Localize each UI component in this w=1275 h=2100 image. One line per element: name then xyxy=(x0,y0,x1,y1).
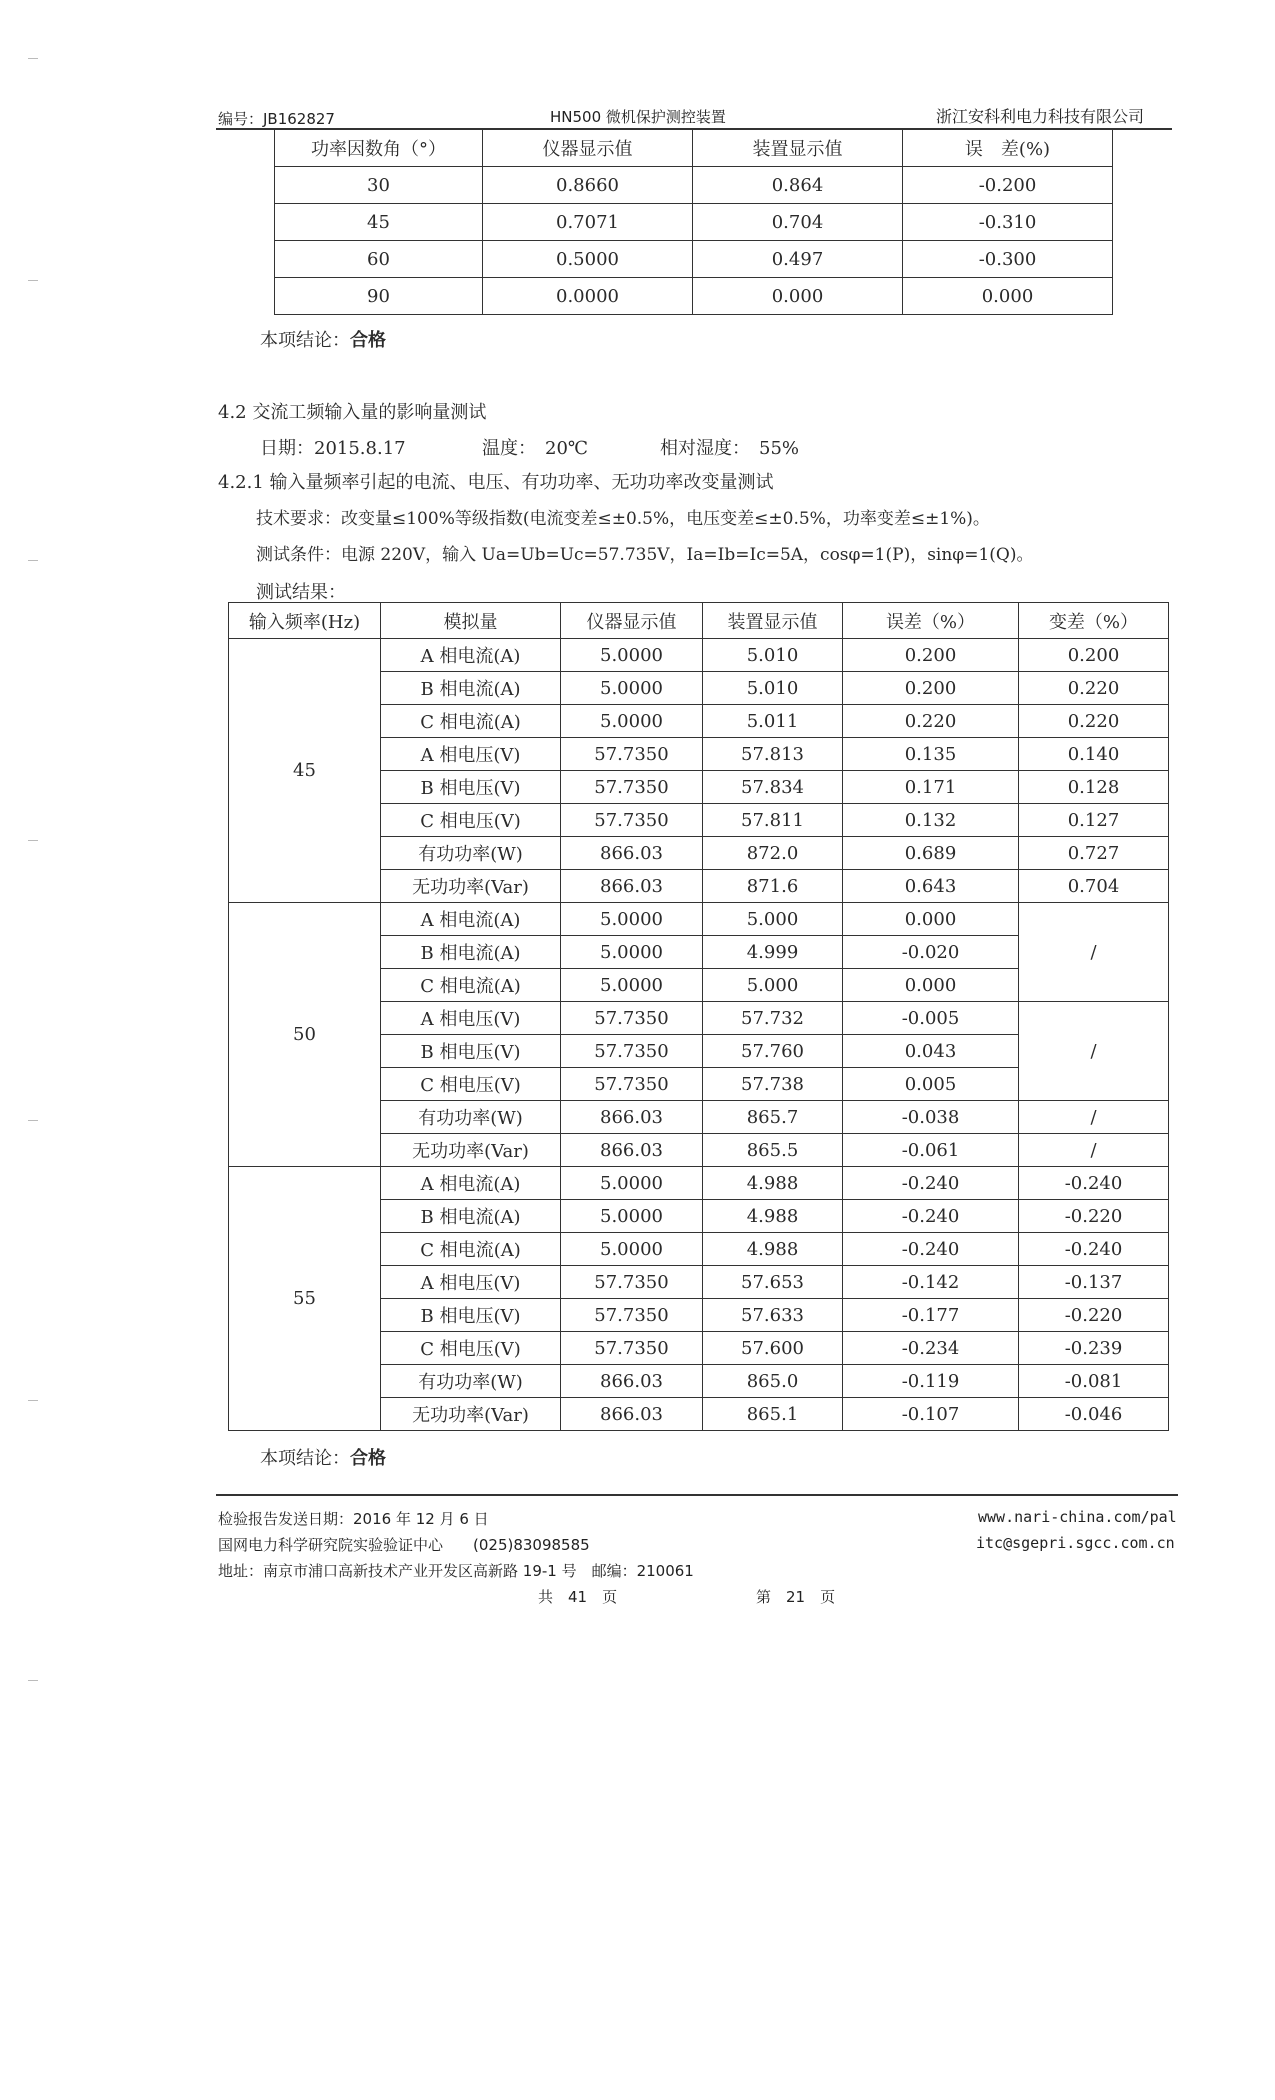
cell: 有功功率(W) xyxy=(381,837,561,870)
cell: 0.220 xyxy=(1019,705,1169,738)
cell: 57.7350 xyxy=(561,1002,703,1035)
cell: 无功功率(Var) xyxy=(381,1134,561,1167)
table-header-row xyxy=(229,603,1169,639)
cell: B 相电压(V) xyxy=(381,771,561,804)
cell: 4.988 xyxy=(703,1167,843,1200)
cell: 57.7350 xyxy=(561,1035,703,1068)
cell: C 相电流(A) xyxy=(381,969,561,1002)
cell: 866.03 xyxy=(561,1101,703,1134)
product-name: HN500 微机保护测控装置 xyxy=(550,108,726,126)
column-header: 输入频率(Hz) xyxy=(229,603,381,639)
conclusion-label: 本项结论： xyxy=(260,1448,350,1469)
test-conditions: 测试条件：电源 220V，输入 Ua=Ub=Uc=57.735V，Ia=Ib=Ic=5A，cosφ=1(P)，sinφ=1(Q)。 xyxy=(256,545,1034,565)
cell: -0.107 xyxy=(843,1398,1019,1431)
institute-address: 地址：南京市浦口高新技术产业开发区高新路 19-1 号 邮编：210061 xyxy=(218,1562,694,1580)
cell: 0.000 xyxy=(693,278,903,315)
table-row xyxy=(229,639,1169,672)
variation-cell: / xyxy=(1019,1002,1169,1101)
conclusion xyxy=(260,1444,386,1470)
cell: 0.127 xyxy=(1019,804,1169,837)
cell: 4.988 xyxy=(703,1233,843,1266)
cell: A 相电压(V) xyxy=(381,1266,561,1299)
cell: A 相电流(A) xyxy=(381,639,561,672)
company-name: 浙江安科利电力科技有限公司 xyxy=(936,107,1145,126)
cell: 有功功率(W) xyxy=(381,1365,561,1398)
cell: -0.240 xyxy=(1019,1233,1169,1266)
cell: 0.005 xyxy=(843,1068,1019,1101)
cell: 5.000 xyxy=(703,903,843,936)
cell: 5.0000 xyxy=(561,969,703,1002)
cell: 865.7 xyxy=(703,1101,843,1134)
test-results-label: 测试结果： xyxy=(256,582,346,603)
column-header: 误 差(%) xyxy=(903,129,1113,167)
footer-rule xyxy=(216,1494,1178,1496)
cell: 0.000 xyxy=(843,969,1019,1002)
column-header: 仪器显示值 xyxy=(561,603,703,639)
scan-mark xyxy=(28,58,38,59)
institute-contact: 国网电力科学研究院实验验证中心 (025)83098585 xyxy=(218,1536,590,1554)
cell: B 相电压(V) xyxy=(381,1035,561,1068)
cell: 57.732 xyxy=(703,1002,843,1035)
cell: 5.0000 xyxy=(561,1200,703,1233)
frequency-cell: 55 xyxy=(229,1167,381,1431)
section-title: 4.2 交流工频输入量的影响量测试 xyxy=(218,402,487,423)
cell: -0.081 xyxy=(1019,1365,1169,1398)
variation-cell: / xyxy=(1019,1134,1169,1167)
cell: -0.240 xyxy=(843,1167,1019,1200)
cell: 5.0000 xyxy=(561,639,703,672)
cell: 5.010 xyxy=(703,672,843,705)
test-humidity: 相对湿度： 55% xyxy=(660,438,800,459)
cell: 0.643 xyxy=(843,870,1019,903)
cell: 无功功率(Var) xyxy=(381,1398,561,1431)
cell: 0.043 xyxy=(843,1035,1019,1068)
cell: A 相电流(A) xyxy=(381,1167,561,1200)
cell: 0.8660 xyxy=(483,167,693,204)
cell: C 相电流(A) xyxy=(381,705,561,738)
cell: 0.171 xyxy=(843,771,1019,804)
cell: 0.220 xyxy=(1019,672,1169,705)
table-row xyxy=(275,278,1113,315)
cell: B 相电流(A) xyxy=(381,1200,561,1233)
cell: 30 xyxy=(275,167,483,204)
cell: 57.7350 xyxy=(561,738,703,771)
cell: 5.0000 xyxy=(561,903,703,936)
cell: 0.140 xyxy=(1019,738,1169,771)
cell: 866.03 xyxy=(561,870,703,903)
column-header: 仪器显示值 xyxy=(483,129,693,167)
cell: 57.7350 xyxy=(561,771,703,804)
cell: 0.135 xyxy=(843,738,1019,771)
cell: -0.020 xyxy=(843,936,1019,969)
cell: -0.310 xyxy=(903,204,1113,241)
cell: -0.240 xyxy=(843,1200,1019,1233)
cell: 0.727 xyxy=(1019,837,1169,870)
cell: 57.7350 xyxy=(561,804,703,837)
cell: -0.119 xyxy=(843,1365,1019,1398)
cell: 866.03 xyxy=(561,1365,703,1398)
cell: 57.7350 xyxy=(561,1068,703,1101)
cell: -0.240 xyxy=(843,1233,1019,1266)
cell: 57.738 xyxy=(703,1068,843,1101)
cell: 872.0 xyxy=(703,837,843,870)
cell: 5.0000 xyxy=(561,1233,703,1266)
total-pages: 共 41 页 xyxy=(538,1588,618,1606)
cell: -0.038 xyxy=(843,1101,1019,1134)
cell: 4.999 xyxy=(703,936,843,969)
table-header-row xyxy=(275,129,1113,167)
cell: C 相电压(V) xyxy=(381,1332,561,1365)
table-row xyxy=(275,167,1113,204)
cell: 57.760 xyxy=(703,1035,843,1068)
cell: 871.6 xyxy=(703,870,843,903)
cell: 57.7350 xyxy=(561,1266,703,1299)
scan-mark xyxy=(28,1120,38,1121)
power-factor-table xyxy=(274,128,1113,315)
email-link[interactable]: itc@sgepri.sgcc.com.cn xyxy=(976,1534,1175,1552)
cell: 865.5 xyxy=(703,1134,843,1167)
cell: 5.0000 xyxy=(561,936,703,969)
scan-mark xyxy=(28,560,38,561)
cell: 5.0000 xyxy=(561,1167,703,1200)
cell: 866.03 xyxy=(561,1134,703,1167)
cell: 0.5000 xyxy=(483,241,693,278)
cell: A 相电流(A) xyxy=(381,903,561,936)
cell: 866.03 xyxy=(561,1398,703,1431)
cell: 0.0000 xyxy=(483,278,693,315)
cell: 4.988 xyxy=(703,1200,843,1233)
cell: -0.239 xyxy=(1019,1332,1169,1365)
cell: -0.005 xyxy=(843,1002,1019,1035)
cell: 无功功率(Var) xyxy=(381,870,561,903)
cell: -0.220 xyxy=(1019,1299,1169,1332)
column-header: 装置显示值 xyxy=(703,603,843,639)
cell: 0.200 xyxy=(843,672,1019,705)
cell: 0.497 xyxy=(693,241,903,278)
cell: -0.137 xyxy=(1019,1266,1169,1299)
table-row xyxy=(229,903,1169,936)
cell: B 相电流(A) xyxy=(381,936,561,969)
scan-mark xyxy=(28,1400,38,1401)
cell: 57.834 xyxy=(703,771,843,804)
cell: 60 xyxy=(275,241,483,278)
cell: 0.689 xyxy=(843,837,1019,870)
cell: A 相电压(V) xyxy=(381,738,561,771)
scan-mark xyxy=(28,280,38,281)
cell: A 相电压(V) xyxy=(381,1002,561,1035)
column-header: 误差（%） xyxy=(843,603,1019,639)
report-send-date: 检验报告发送日期：2016 年 12 月 6 日 xyxy=(218,1510,489,1528)
cell: 0.128 xyxy=(1019,771,1169,804)
cell: 0.200 xyxy=(843,639,1019,672)
variation-cell: / xyxy=(1019,1101,1169,1134)
cell: 57.633 xyxy=(703,1299,843,1332)
cell: -0.200 xyxy=(903,167,1113,204)
table-row xyxy=(275,204,1113,241)
cell: 0.704 xyxy=(1019,870,1169,903)
column-header: 变差（%） xyxy=(1019,603,1169,639)
cell: 有功功率(W) xyxy=(381,1101,561,1134)
test-temperature: 温度： 20℃ xyxy=(482,438,589,459)
conclusion-label: 本项结论： xyxy=(260,330,350,351)
scan-mark xyxy=(28,1680,38,1681)
cell: -0.142 xyxy=(843,1266,1019,1299)
table-row xyxy=(229,1167,1169,1200)
cell: 0.000 xyxy=(903,278,1113,315)
cell: 5.010 xyxy=(703,639,843,672)
conclusion-value: 合格 xyxy=(350,330,386,351)
test-date: 日期：2015.8.17 xyxy=(260,438,406,459)
subsection-title: 4.2.1 输入量频率引起的电流、电压、有功功率、无功功率改变量测试 xyxy=(218,472,774,493)
cell: 0.132 xyxy=(843,804,1019,837)
cell: -0.061 xyxy=(843,1134,1019,1167)
cell: 57.813 xyxy=(703,738,843,771)
cell: -0.220 xyxy=(1019,1200,1169,1233)
cell: 0.220 xyxy=(843,705,1019,738)
cell: B 相电压(V) xyxy=(381,1299,561,1332)
cell: 45 xyxy=(275,204,483,241)
cell: 866.03 xyxy=(561,837,703,870)
cell: -0.177 xyxy=(843,1299,1019,1332)
website-link[interactable]: www.nari-china.com/pal xyxy=(978,1508,1177,1526)
technical-requirement: 技术要求：改变量≤100%等级指数(电流变差≤±0.5%，电压变差≤±0.5%，功率变差≤±1%)。 xyxy=(256,509,990,529)
cell: -0.234 xyxy=(843,1332,1019,1365)
variation-cell: / xyxy=(1019,903,1169,1002)
cell: 0.704 xyxy=(693,204,903,241)
cell: B 相电流(A) xyxy=(381,672,561,705)
page-number: 第 21 页 xyxy=(756,1588,836,1606)
cell: 57.600 xyxy=(703,1332,843,1365)
frequency-cell: 45 xyxy=(229,639,381,903)
cell: 5.0000 xyxy=(561,672,703,705)
cell: 0.7071 xyxy=(483,204,693,241)
cell: 0.000 xyxy=(843,903,1019,936)
cell: 57.811 xyxy=(703,804,843,837)
cell: 0.200 xyxy=(1019,639,1169,672)
cell: 57.7350 xyxy=(561,1332,703,1365)
cell: 865.0 xyxy=(703,1365,843,1398)
cell: 57.653 xyxy=(703,1266,843,1299)
conclusion-value: 合格 xyxy=(350,1448,386,1469)
cell: 5.000 xyxy=(703,969,843,1002)
report-number: 编号：JB162827 xyxy=(218,110,335,128)
cell: -0.240 xyxy=(1019,1167,1169,1200)
cell: 0.864 xyxy=(693,167,903,204)
cell: C 相电压(V) xyxy=(381,804,561,837)
table-row xyxy=(275,241,1113,278)
cell: C 相电压(V) xyxy=(381,1068,561,1101)
frequency-cell: 50 xyxy=(229,903,381,1167)
scan-mark xyxy=(28,840,38,841)
cell: 57.7350 xyxy=(561,1299,703,1332)
frequency-influence-table xyxy=(228,602,1169,1431)
cell: 90 xyxy=(275,278,483,315)
column-header: 模拟量 xyxy=(381,603,561,639)
conclusion xyxy=(260,326,386,352)
cell: 5.0000 xyxy=(561,705,703,738)
cell: 865.1 xyxy=(703,1398,843,1431)
cell: 5.011 xyxy=(703,705,843,738)
cell: C 相电流(A) xyxy=(381,1233,561,1266)
column-header: 装置显示值 xyxy=(693,129,903,167)
cell: -0.046 xyxy=(1019,1398,1169,1431)
cell: -0.300 xyxy=(903,241,1113,278)
column-header: 功率因数角（°） xyxy=(275,129,483,167)
